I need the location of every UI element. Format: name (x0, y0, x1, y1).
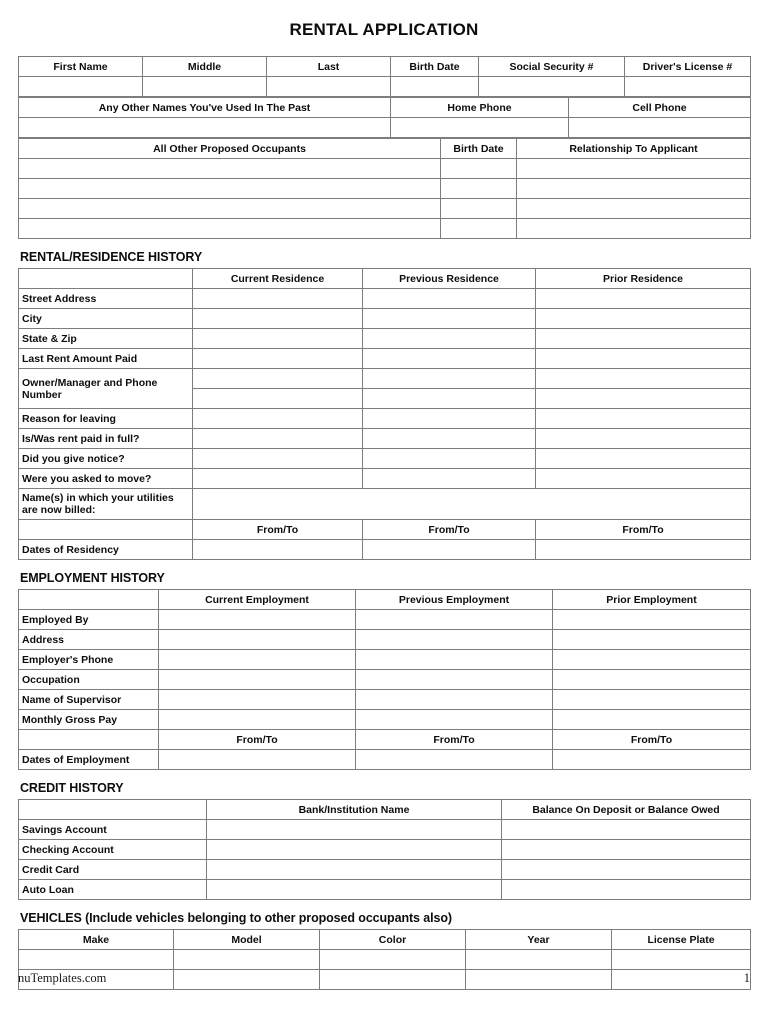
col-header-previous-residence: Previous Residence (363, 269, 536, 289)
field-credit-balance[interactable] (502, 820, 751, 840)
field-residence-prior[interactable] (536, 289, 751, 309)
field-occupant-relationship[interactable] (517, 179, 751, 199)
field-residence-previous[interactable] (363, 449, 536, 469)
field-residence-previous[interactable] (363, 349, 536, 369)
field-occupant-relationship[interactable] (517, 219, 751, 239)
row-label-state-zip: State & Zip (19, 329, 193, 349)
field-employment-previous[interactable] (356, 670, 553, 690)
field-ssn[interactable] (479, 77, 625, 97)
field-residence-prior[interactable] (536, 329, 751, 349)
row-label-employers-phone: Employer's Phone (19, 650, 159, 670)
field-residence-prior[interactable] (536, 409, 751, 429)
row-label-credit-card: Credit Card (19, 860, 207, 880)
table-row (19, 349, 751, 369)
field-employment-prior[interactable] (553, 630, 751, 650)
field-dates-employment-previous[interactable] (356, 750, 553, 770)
field-occupant-name[interactable] (19, 199, 441, 219)
field-employment-current[interactable] (159, 650, 356, 670)
col-header-occupant-relationship: Relationship To Applicant (517, 139, 751, 159)
field-residence-current[interactable] (193, 349, 363, 369)
table-row (19, 880, 751, 900)
table-row (19, 469, 751, 489)
row-label-street-address: Street Address (19, 289, 193, 309)
table-row (19, 710, 751, 730)
field-dates-residency-previous[interactable] (363, 540, 536, 560)
col-header-fromto-current-employment: From/To (159, 730, 356, 750)
field-occupant-birth-date[interactable] (441, 159, 517, 179)
col-header-color: Color (320, 930, 466, 950)
table-row (19, 820, 751, 840)
field-employment-current[interactable] (159, 670, 356, 690)
footer-page-number: 1 (743, 971, 750, 985)
field-other-names[interactable] (19, 118, 391, 138)
field-vehicle-color[interactable] (320, 950, 466, 970)
field-residence-current-line2[interactable] (193, 389, 363, 409)
credit-header-spacer (19, 800, 207, 820)
field-residence-current[interactable] (193, 429, 363, 449)
row-label-employer-address: Address (19, 630, 159, 650)
field-occupant-birth-date[interactable] (441, 219, 517, 239)
field-dates-residency-current[interactable] (193, 540, 363, 560)
section-heading-vehicles: VEHICLES (Include vehicles belonging to other proposed occupants also) (20, 911, 452, 925)
section-heading-credit: CREDIT HISTORY (20, 781, 124, 795)
employment-history-table (18, 589, 751, 770)
field-occupant-relationship[interactable] (517, 199, 751, 219)
row-label-dates-of-residency: Dates of Residency (19, 540, 193, 560)
field-occupant-birth-date[interactable] (441, 179, 517, 199)
table-row (19, 309, 751, 329)
row-label-rent-paid-in-full: Is/Was rent paid in full? (19, 429, 193, 449)
field-residence-previous[interactable] (363, 369, 536, 389)
col-header-fromto-previous: From/To (363, 520, 536, 540)
residence-fromto-spacer (19, 520, 193, 540)
table-row (19, 329, 751, 349)
table-row (19, 159, 751, 179)
section-heading-employment: EMPLOYMENT HISTORY (20, 571, 165, 585)
applicant-identity-table (18, 56, 751, 97)
table-row (19, 860, 751, 880)
field-drivers-license[interactable] (625, 77, 751, 97)
field-employment-prior[interactable] (553, 690, 751, 710)
field-birth-date[interactable] (391, 77, 479, 97)
field-vehicle-year[interactable] (466, 950, 612, 970)
field-residence-current[interactable] (193, 369, 363, 389)
field-cell-phone[interactable] (569, 118, 751, 138)
table-row (19, 590, 751, 610)
table-row (19, 369, 751, 389)
other-names-phones-table (18, 97, 751, 138)
field-employment-prior[interactable] (553, 710, 751, 730)
table-row (19, 540, 751, 560)
field-residence-previous[interactable] (363, 289, 536, 309)
field-residence-previous[interactable] (363, 309, 536, 329)
col-header-fromto-current: From/To (193, 520, 363, 540)
field-dates-employment-prior[interactable] (553, 750, 751, 770)
residence-header-spacer (19, 269, 193, 289)
field-residence-current[interactable] (193, 289, 363, 309)
row-label-city: City (19, 309, 193, 329)
field-employment-previous[interactable] (356, 630, 553, 650)
col-header-prior-residence: Prior Residence (536, 269, 751, 289)
table-row (19, 630, 751, 650)
residence-history-table (18, 268, 751, 560)
table-row (19, 610, 751, 630)
col-header-cell-phone: Cell Phone (569, 98, 751, 118)
table-row (19, 750, 751, 770)
row-label-occupation: Occupation (19, 670, 159, 690)
table-row (19, 670, 751, 690)
table-row (19, 950, 751, 970)
row-label-monthly-gross-pay: Monthly Gross Pay (19, 710, 159, 730)
field-residence-current[interactable] (193, 329, 363, 349)
field-residence-previous[interactable] (363, 409, 536, 429)
field-occupant-name[interactable] (19, 159, 441, 179)
field-residence-previous[interactable] (363, 329, 536, 349)
table-row (19, 57, 751, 77)
field-residence-prior[interactable] (536, 349, 751, 369)
col-header-drivers-license: Driver's License # (625, 57, 751, 77)
row-label-employed-by: Employed By (19, 610, 159, 630)
field-employment-current[interactable] (159, 710, 356, 730)
table-row (19, 449, 751, 469)
col-header-balance: Balance On Deposit or Balance Owed (502, 800, 751, 820)
col-header-first-name: First Name (19, 57, 143, 77)
col-header-make: Make (19, 930, 174, 950)
employment-fromto-spacer (19, 730, 159, 750)
row-label-auto-loan: Auto Loan (19, 880, 207, 900)
field-middle[interactable] (143, 77, 267, 97)
field-employment-current[interactable] (159, 610, 356, 630)
field-employment-prior[interactable] (553, 610, 751, 630)
field-residence-prior-line2[interactable] (536, 389, 751, 409)
row-label-utilities-billed: Name(s) in which your utilities are now billed: (19, 489, 193, 520)
field-occupant-name[interactable] (19, 179, 441, 199)
field-occupant-name[interactable] (19, 219, 441, 239)
field-residence-prior[interactable] (536, 449, 751, 469)
table-row (19, 118, 751, 138)
row-label-reason-for-leaving: Reason for leaving (19, 409, 193, 429)
table-row (19, 730, 751, 750)
col-header-current-employment: Current Employment (159, 590, 356, 610)
field-credit-bank-name[interactable] (207, 840, 502, 860)
section-heading-residence: RENTAL/RESIDENCE HISTORY (20, 250, 203, 264)
table-row (19, 179, 751, 199)
field-credit-bank-name[interactable] (207, 880, 502, 900)
row-label-did-you-give-notice: Did you give notice? (19, 449, 193, 469)
table-row (19, 409, 751, 429)
row-label-owner-manager-phone: Owner/Manager and Phone Number (19, 369, 193, 409)
col-header-last: Last (267, 57, 391, 77)
col-header-previous-employment: Previous Employment (356, 590, 553, 610)
field-first-name[interactable] (19, 77, 143, 97)
table-row (19, 840, 751, 860)
field-credit-balance[interactable] (502, 840, 751, 860)
row-label-last-rent-amount: Last Rent Amount Paid (19, 349, 193, 369)
field-residence-prior[interactable] (536, 429, 751, 449)
field-dates-residency-prior[interactable] (536, 540, 751, 560)
col-header-license-plate: License Plate (612, 930, 751, 950)
field-utilities-billed[interactable] (193, 489, 751, 520)
field-residence-previous[interactable] (363, 429, 536, 449)
employment-header-spacer (19, 590, 159, 610)
field-employment-current[interactable] (159, 630, 356, 650)
table-row (19, 800, 751, 820)
table-row (19, 650, 751, 670)
col-header-year: Year (466, 930, 612, 950)
row-label-checking-account: Checking Account (19, 840, 207, 860)
field-employment-previous[interactable] (356, 690, 553, 710)
field-residence-previous[interactable] (363, 469, 536, 489)
field-residence-prior[interactable] (536, 469, 751, 489)
col-header-model: Model (174, 930, 320, 950)
col-header-fromto-prior-employment: From/To (553, 730, 751, 750)
col-header-occupants: All Other Proposed Occupants (19, 139, 441, 159)
field-home-phone[interactable] (391, 118, 569, 138)
field-residence-current[interactable] (193, 409, 363, 429)
col-header-other-names: Any Other Names You've Used In The Past (19, 98, 391, 118)
table-row (19, 429, 751, 449)
table-row (19, 930, 751, 950)
field-credit-bank-name[interactable] (207, 820, 502, 840)
col-header-birth-date: Birth Date (391, 57, 479, 77)
field-residence-prior[interactable] (536, 369, 751, 389)
field-residence-previous-line2[interactable] (363, 389, 536, 409)
field-employment-previous[interactable] (356, 710, 553, 730)
col-header-fromto-previous-employment: From/To (356, 730, 553, 750)
row-label-savings-account: Savings Account (19, 820, 207, 840)
row-label-name-of-supervisor: Name of Supervisor (19, 690, 159, 710)
field-credit-balance[interactable] (502, 880, 751, 900)
field-residence-current[interactable] (193, 449, 363, 469)
field-employment-prior[interactable] (553, 650, 751, 670)
row-label-dates-of-employment: Dates of Employment (19, 750, 159, 770)
page-title: RENTAL APPLICATION (289, 20, 479, 39)
field-vehicle-license-plate[interactable] (612, 950, 751, 970)
rental-application-page (0, 20, 768, 1016)
field-vehicle-model[interactable] (174, 950, 320, 970)
page-footer (18, 971, 750, 986)
table-row (19, 289, 751, 309)
table-row (19, 98, 751, 118)
table-row (19, 219, 751, 239)
field-credit-balance[interactable] (502, 860, 751, 880)
col-header-current-residence: Current Residence (193, 269, 363, 289)
table-row (19, 77, 751, 97)
field-occupant-birth-date[interactable] (441, 199, 517, 219)
field-residence-prior[interactable] (536, 309, 751, 329)
table-row (19, 139, 751, 159)
col-header-bank-institution-name: Bank/Institution Name (207, 800, 502, 820)
field-occupant-relationship[interactable] (517, 159, 751, 179)
col-header-middle: Middle (143, 57, 267, 77)
field-employment-previous[interactable] (356, 610, 553, 630)
col-header-occupant-birth-date: Birth Date (441, 139, 517, 159)
field-employment-current[interactable] (159, 690, 356, 710)
col-header-ssn: Social Security # (479, 57, 625, 77)
table-row (19, 269, 751, 289)
col-header-home-phone: Home Phone (391, 98, 569, 118)
table-row (19, 489, 751, 520)
field-employment-previous[interactable] (356, 650, 553, 670)
col-header-fromto-prior: From/To (536, 520, 751, 540)
field-credit-bank-name[interactable] (207, 860, 502, 880)
footer-source: nuTemplates.com (18, 971, 107, 985)
field-vehicle-make[interactable] (19, 950, 174, 970)
field-dates-employment-current[interactable] (159, 750, 356, 770)
table-row (19, 690, 751, 710)
col-header-prior-employment: Prior Employment (553, 590, 751, 610)
row-label-asked-to-move: Were you asked to move? (19, 469, 193, 489)
field-residence-current[interactable] (193, 469, 363, 489)
field-last[interactable] (267, 77, 391, 97)
table-row (19, 520, 751, 540)
field-residence-current[interactable] (193, 309, 363, 329)
table-row (19, 199, 751, 219)
field-employment-prior[interactable] (553, 670, 751, 690)
credit-history-table (18, 799, 751, 900)
proposed-occupants-table (18, 138, 751, 239)
